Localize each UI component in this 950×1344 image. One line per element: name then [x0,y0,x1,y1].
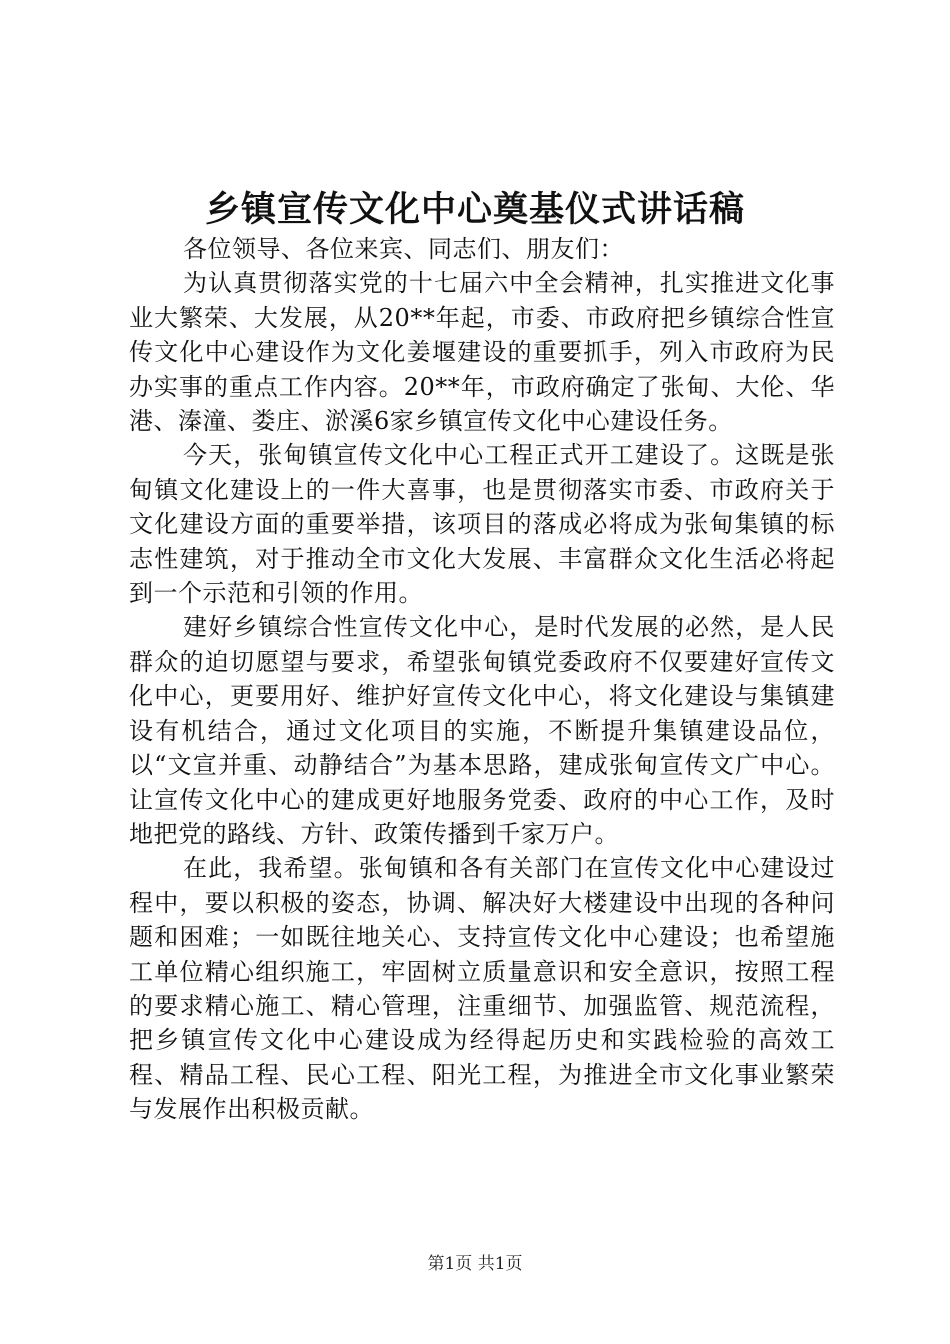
document-title: 乡镇宣传文化中心奠基仪式讲话稿 [204,189,745,230]
salutation-paragraph: 各位领导、各位来宾、同志们、朋友们： [183,235,624,263]
page-number-footer: 第1页 共1页 [427,1254,523,1274]
document-body [129,232,835,1127]
body-paragraph: 建好乡镇综合性宣传文化中心，是时代发展的必然，是人民群众的迫切愿望与要求，希望张甸镇党委政府不仅要建好宣传文化中心，更要用好、维护好宣传文化中心，将文化建设与集镇建设有机结合，通过文化项目的实施，不断提升集镇建设品位，以“文宣并重、动静结合”为基本思路，建成张甸宣传文广中心。让宣传文化中心的建成更好地服务党委、政府的中心工作，及时地把党的路线、方针、政策传播到千家万户。 [129,613,835,848]
body-paragraph: 为认真贯彻落实党的十七届六中全会精神，扎实推进文化事业大繁荣、大发展，从20**年起，市委、市政府把乡镇综合性宣传文化中心建设作为文化姜堰建设的重要抓手，列入市政府为民办实事的重点工作内容。20**年，市政府确定了张甸、大伦、华港、溱潼、娄庄、淤溪6家乡镇宣传文化中心建设任务。 [129,269,835,436]
body-paragraph: 今天，张甸镇宣传文化中心工程正式开工建设了。这既是张甸镇文化建设上的一件大喜事，也是贯彻落实市委、市政府关于文化建设方面的重要举措，该项目的落成必将成为张甸集镇的标志性建筑，对于推动全市文化大发展、丰富群众文化生活必将起到一个示范和引领的作用。 [129,441,835,608]
body-paragraph: 在此，我希望。张甸镇和各有关部门在宣传文化中心建设过程中，要以积极的姿态，协调、解决好大楼建设中出现的各种问题和困难；一如既往地关心、支持宣传文化中心建设；也希望施工单位精心组织施工，牢固树立质量意识和安全意识，按照工程的要求精心施工、精心管理，注重细节、加强监管、规范流程，把乡镇宣传文化中心建设成为经得起历史和实践检验的高效工程、精品工程、民心工程、阳光工程，为推进全市文化事业繁荣与发展作出积极贡献。 [129,854,835,1124]
